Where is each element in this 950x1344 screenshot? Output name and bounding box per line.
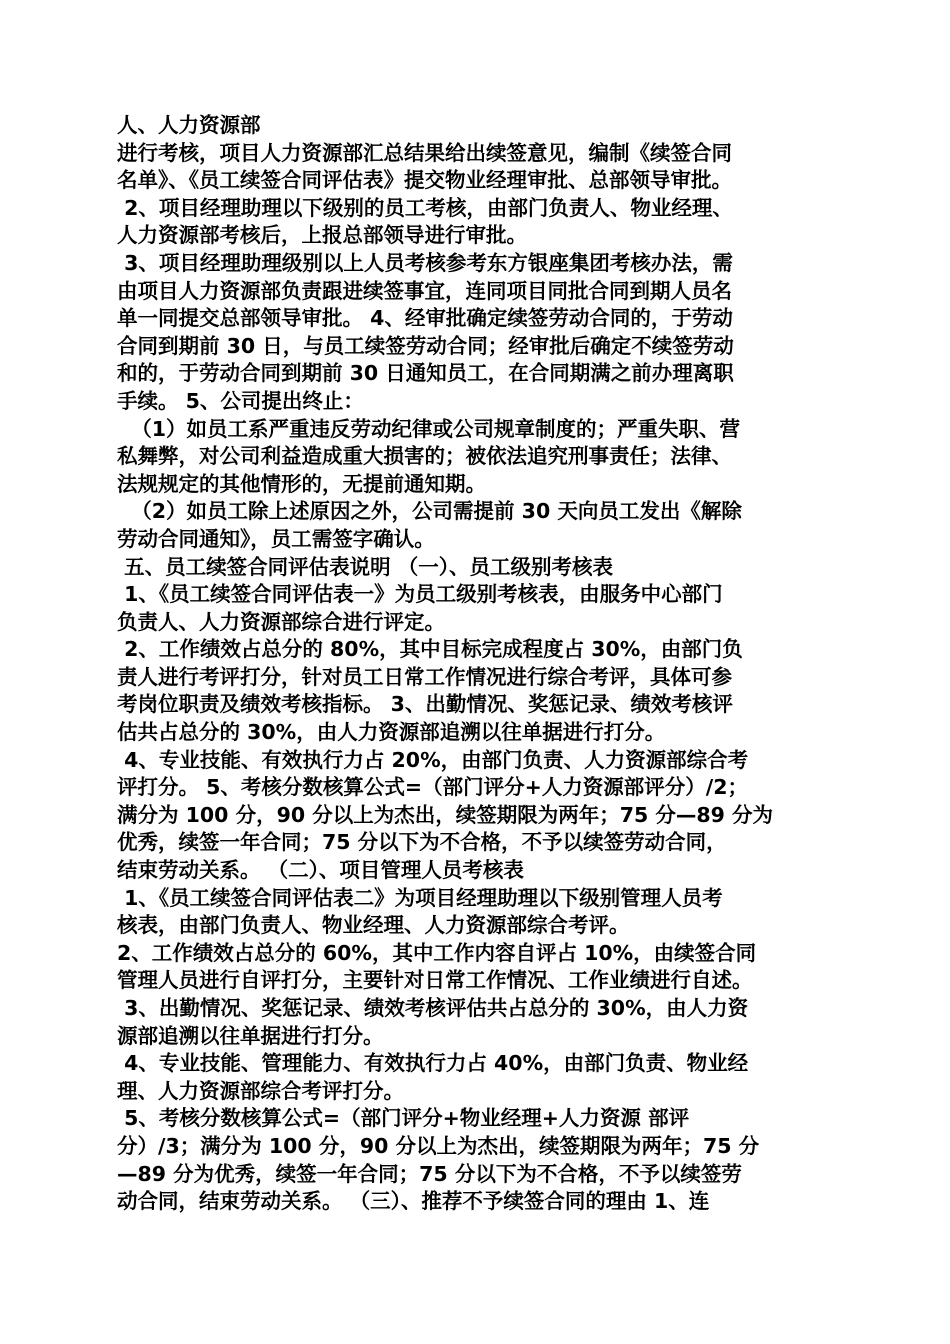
text-line: 2、工作绩效占总分的 80%，其中目标完成程度占 30%，由部门负 <box>117 637 743 662</box>
text-line: （2）如员工除上述原因之外，公司需提前 30 天向员工发出《解除 <box>117 499 742 524</box>
text-line: 管理人员进行自评打分，主要针对日常工作情况、工作业绩进行自述。 <box>117 968 753 993</box>
text-line: （1）如员工系严重违反劳动纪律或公司规章制度的；严重失职、营 <box>117 416 741 441</box>
text-line: 动合同，结束劳动关系。 （三）、推荐不予续签合同的理由 1、连 <box>117 1189 710 1214</box>
text-line: 评打分。 5、考核分数核算公式=（部门评分+人力资源部评分）/2； <box>117 775 749 800</box>
text-line: 源部追溯以往单据进行打分。 <box>117 1023 384 1048</box>
text-line: 结束劳动关系。 （二）、项目管理人员考核表 <box>117 858 524 883</box>
text-line: 2、工作绩效占总分的 60%，其中工作内容自评占 10%，由续签合同 <box>117 940 757 965</box>
text-line: —89 分为优秀，续签一年合同；75 分以下为不合格，不予以续签劳 <box>117 1161 742 1186</box>
text-line: 3、项目经理助理级别以上人员考核参考东方银座集团考核办法，需 <box>117 250 733 275</box>
text-line: 人力资源部考核后，上报总部领导进行审批。 <box>117 223 527 248</box>
text-line: 满分为 100 分，90 分以上为杰出，续签期限为两年；75 分—89 分为 <box>117 802 774 827</box>
text-line: 1、《员工续签合同评估表二》为项目经理助理以下级别管理人员考 <box>117 885 723 910</box>
text-line: 理、人力资源部综合考评打分。 <box>117 1078 404 1103</box>
text-line: 五、员工续签合同评估表说明 （一）、员工级别考核表 <box>117 554 614 579</box>
text-line: 2、项目经理助理以下级别的员工考核，由部门负责人、物业经理、 <box>117 195 733 220</box>
text-line: 责人进行考评打分，针对员工日常工作情况进行综合考评，具体可参 <box>117 664 732 689</box>
text-line: 合同到期前 30 日，与员工续签劳动合同；经审批后确定不续签劳动 <box>117 333 734 358</box>
text-line: 手续。 5、公司提出终止： <box>117 388 364 413</box>
text-line: 优秀，续签一年合同；75 分以下为不合格，不予以续签劳动合同， <box>117 830 727 855</box>
text-line: 单一同提交总部领导审批。 4、经审批确定续签劳动合同的，于劳动 <box>117 306 733 331</box>
text-line: 考岗位职责及绩效考核指标。 3、出勤情况、奖惩记录、绩效考核评 <box>117 692 733 717</box>
text-line: 分）/3；满分为 100 分，90 分以上为杰出，续签期限为两年；75 分 <box>117 1133 760 1158</box>
text-line: 1、《员工续签合同评估表一》为员工级别考核表，由服务中心部门 <box>117 582 723 607</box>
text-line: 人、人力资源部 <box>117 113 261 137</box>
text-line: 名单》、《员工续签合同评估表》提交物业经理审批、总部领导审批。 <box>117 168 732 193</box>
text-line: 由项目人力资源部负责跟进续签事宜，连同项目同批合同到期人员名 <box>117 278 732 303</box>
text-line: 5、考核分数核算公式=（部门评分+物业经理+人力资源 部评 <box>117 1106 690 1131</box>
text-line: 法规规定的其他情形的，无提前通知期。 <box>117 471 486 496</box>
text-line: 负责人、人力资源部综合进行评定。 <box>117 609 445 634</box>
text-line: 进行考核，项目人力资源部汇总结果给出续签意见，编制《续签合同 <box>117 140 732 165</box>
text-line: 估共占总分的 30%，由人力资源部追溯以往单据进行打分。 <box>117 720 666 745</box>
text-line: 4、专业技能、有效执行力占 20%，由部门负责、人力资源部综合考 <box>117 747 749 772</box>
text-line: 和的，于劳动合同到期前 30 日通知员工，在合同期满之前办理离职 <box>117 361 734 386</box>
text-line: 核表，由部门负责人、物业经理、人力资源部综合考评。 <box>117 913 630 938</box>
text-line: 私舞弊，对公司利益造成重大损害的；被依法追究刑事责任；法律、 <box>117 444 732 469</box>
text-line: 4、专业技能、管理能力、有效执行力占 40%，由部门负责、物业经 <box>117 1051 749 1076</box>
text-line: 劳动合同通知》，员工需签字确认。 <box>117 526 435 551</box>
document-body <box>117 112 837 1216</box>
text-line: 3、出勤情况、奖惩记录、绩效考核评估共占总分的 30%，由人力资 <box>117 996 749 1020</box>
